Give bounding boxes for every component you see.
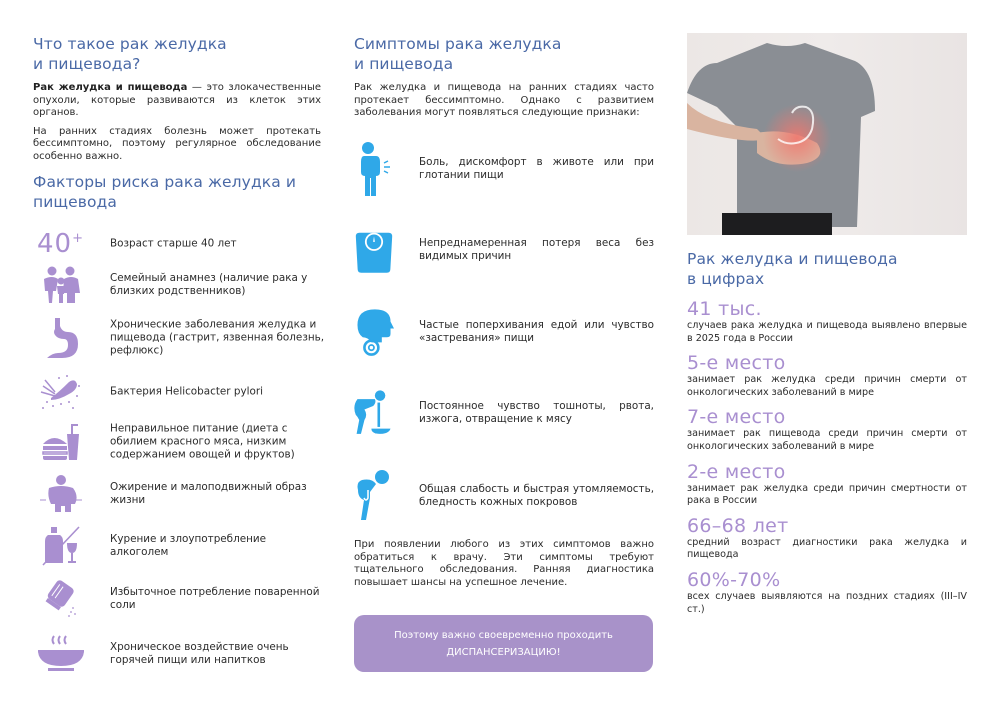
age-40-plus-icon [33,222,88,266]
vomiting-icon [354,383,394,443]
numbers-title-line2: в цифрах [687,270,765,288]
risk-item-text: Избыточное потребление поваренной соли [110,586,320,611]
definition-term: Рак желудка и пищевода [33,82,188,93]
stat-item [687,353,967,399]
risk-item-text: Ожирение и малоподвижный образ жизни [110,481,307,506]
alcohol-smoking-icon [33,524,88,568]
risk-item-salt [33,577,323,621]
risk-factors-title-line2: пищевода [33,192,117,211]
symptom-text: Постоянное чувство тошноты, рвота, изжога, отвращение к мясу [419,400,654,425]
symptoms-title [354,34,654,74]
symptom-item-weight [354,220,654,280]
risk-factors-title-line1: Факторы риска рака желудка и [33,172,297,191]
stat-value: 7-е место [687,406,786,429]
weakness-icon [354,466,394,526]
what-is-title [33,34,321,74]
risk-item-text: Семейный анамнез (наличие рака у близких родственников) [110,272,308,297]
stat-text: занимает рак пищевода среди причин смерти от онкологических заболеваний в мире [687,428,967,452]
risk-item-text: Возраст старше 40 лет [110,237,237,250]
stat-item [687,516,967,562]
risk-item-text: Бактерия Helicobacter pylori [110,385,264,398]
what-is-definition [33,82,321,120]
symptoms-intro: Рак желудка и пищевода на ранних стадиях часто протекает бессимптомно. Однако с развитием заболевания могут появляться следующие признаки: [354,82,654,119]
risk-item-age [33,222,323,266]
numbers-section [687,249,967,616]
stat-value: 2-е место [687,460,786,483]
stat-item [687,407,967,453]
stat-text: всех случаев выявляются на поздних стадиях (III–IV ст.) [687,590,967,615]
stat-value: 66–68 лет [687,514,789,537]
stat-text: средний возраст диагностики рака желудка и пищевода [687,536,967,561]
fast-food-icon [33,420,88,464]
bacteria-icon [33,370,88,414]
stat-value: 5-е место [687,352,786,375]
salt-shaker-icon [33,577,88,621]
risk-item-text: Хронические заболевания желудка и пищевода (гастрит, язвенная болезнь, рефлюкс) [110,318,325,357]
scale-icon [354,220,394,280]
risk-item-bacteria [33,370,323,414]
what-is-section [33,34,321,212]
stat-text: занимает рак желудка среди причин смертности от рака в России [687,482,967,507]
stomach-icon [33,316,88,360]
symptom-text: Непреднамеренная потеря веса без видимых причин [419,237,654,262]
symptoms-title-line2: и пищевода [354,55,454,73]
symptoms-outro [354,539,654,589]
what-is-title-line1: Что такое рак желудка [33,35,227,53]
abdominal-pain-icon [354,139,394,199]
risk-item-text: Неправильное питание (диета с обилием красного мяса, низким содержанием овощей и фруктов) [110,422,295,461]
age-badge-plus: + [72,231,84,246]
definition-text: — это злокачественные опухоли, которые развиваются из клеток этих органов. [33,82,321,119]
risk-item-diet [33,420,323,464]
hot-bowl-icon [33,632,88,676]
what-is-note: На ранних стадиях болезнь может протекать бессимптомно, поэтому регулярное обследование особенно важно. [33,125,321,162]
numbers-title-line1: Рак желудка и пищевода [687,250,898,268]
family-icon [33,263,88,307]
risk-item-text: Хроническое воздействие очень горячей пищи или напитков [110,641,289,666]
stat-item [687,299,967,345]
symptom-item-nausea [354,383,654,443]
symptoms-section [354,34,654,120]
risk-item-alcohol [33,524,323,568]
symptoms-outro-text: При появлении любого из этих симптомов важно обратиться к врачу. Эти симптомы требуют тщательного обследования. Ранняя диагностика повышает шансы на успешное лечение. [354,539,654,588]
risk-item-hot-food [33,632,323,676]
stat-value: 60%-70% [687,568,781,591]
stomach-pain-photo [687,33,967,235]
stat-text: занимает рак желудка среди причин смерти от онкологических заболеваний в мире [687,374,967,398]
risk-item-chronic [33,316,323,360]
stat-item [687,462,967,508]
symptom-item-choking [354,302,654,362]
risk-factors-title [33,172,321,212]
numbers-title [687,249,967,289]
age-badge: 40 [37,229,73,259]
checkup-callout-line2: ДИСПАНСЕРИЗАЦИЮ! [446,646,561,658]
stat-value: 41 тыс. [687,298,762,320]
risk-item-obesity [33,472,323,516]
stat-text: случаев рака желудка и пищевода выявлено впервые в 2025 года в России [687,320,967,344]
checkup-callout-line1: Поэтому важно своевременно проходить [394,629,613,641]
choking-icon [354,302,394,362]
what-is-title-line2: и пищевода? [33,55,141,73]
risk-item-family [33,263,323,307]
symptom-item-pain [354,139,654,199]
symptom-text: Боль, дискомфорт в животе или при глотании пищи [419,156,654,181]
risk-item-text: Курение и злоупотребление алкоголем [110,533,267,558]
symptom-text: Общая слабость и быстрая утомляемость, бледность кожных покровов [419,483,654,508]
symptoms-title-line1: Симптомы рака желудка [354,35,562,53]
stat-item [687,570,967,616]
symptom-item-weakness [354,466,654,526]
obesity-icon [33,472,88,516]
symptom-text: Частые поперхивания едой или чувство «застревания» пищи [419,319,654,344]
checkup-callout [354,615,653,672]
